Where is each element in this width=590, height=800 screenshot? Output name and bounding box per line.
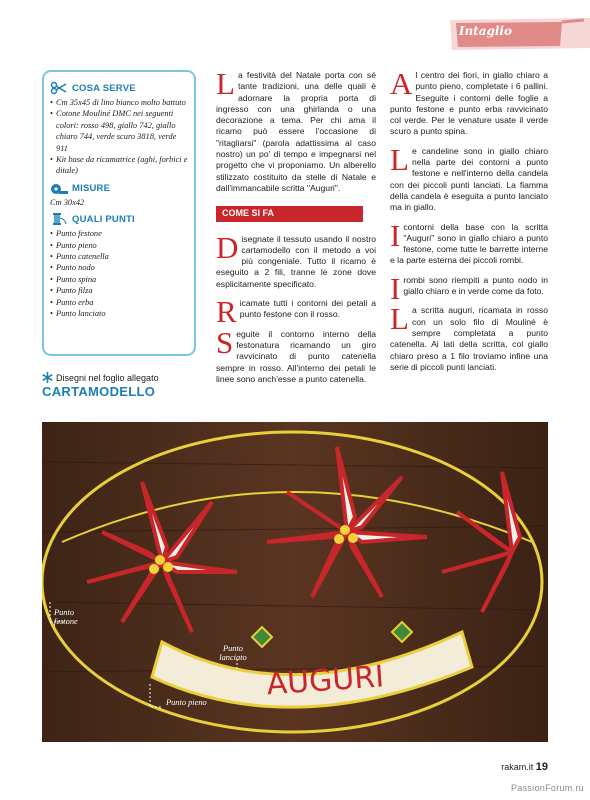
thread-spool-icon <box>50 212 68 226</box>
misure-title: MISURE <box>72 183 111 195</box>
snowflake-icon <box>42 372 53 383</box>
list-item: • Punto pieno <box>50 240 188 251</box>
paragraph <box>216 294 376 330</box>
cartamodello-small-text: Disegni nel foglio allegato <box>56 372 159 383</box>
paragraph-text: a scritta auguri, ricamata in rosso con un solo filo di Mouliné è sempre completata a punto catenella. Ai lati della scritta, col giallo chiaro preso a 1 filo troviamo infine una serie di piccoli punti lanciati. <box>390 305 548 372</box>
list-item: • Punto nodo <box>50 262 188 273</box>
cartamodello-subtitle <box>42 372 202 383</box>
cartamodello-note <box>42 372 202 399</box>
drop-cap: L <box>216 66 235 101</box>
section-tag <box>442 14 590 56</box>
paragraph-text: isegnate il tessuto usando il nostro cartamodello con il metodo a voi più congeniale. Tutto il ricamo è eseguito a 2 fili, tranne le zone dove esplicitamente specificato. <box>216 233 376 289</box>
misure-value: Cm 30x42 <box>50 197 85 207</box>
text-column-2 <box>390 66 548 381</box>
drop-cap: I <box>390 217 401 253</box>
drop-cap: L <box>390 141 409 177</box>
page-number: 19 <box>535 761 548 773</box>
paragraph-text: e candeline sono in giallo chiaro nella parte dei contorni a punto festone e nell'interno della candela con dei piccoli punti lanciati. La fiamma della candela è eseguita a punto lanciato ma in giallo. <box>390 145 548 213</box>
callout-punto-pieno: Punto pieno <box>166 698 207 707</box>
misure-heading <box>50 182 188 196</box>
poinsettia-embroidery-illustration <box>42 422 548 742</box>
paragraph <box>390 301 548 373</box>
drop-cap: S <box>216 324 234 360</box>
list-item: • Kit base da ricamatrice (aghi, forbici e ditale) <box>50 154 188 177</box>
section-tag-label: Intaglio <box>458 24 512 38</box>
watermark: PassionForum.ru <box>510 783 584 793</box>
paragraph-text: icamate tutti i contorni dei petali a punto festone con il rosso. <box>239 298 376 320</box>
stitches-list <box>50 228 188 319</box>
cartamodello-title: CARTAMODELLO <box>42 384 156 399</box>
list-item: • Cm 35x45 di lino bianco molto battuto <box>50 97 188 108</box>
tape-measure-icon <box>50 182 68 196</box>
drop-cap: R <box>216 294 237 330</box>
materials-box <box>42 70 196 356</box>
paragraph <box>390 141 548 214</box>
come-si-fa-heading: COME SI FA <box>216 206 363 221</box>
intro-paragraph <box>216 66 376 194</box>
text-column-1 <box>216 66 376 393</box>
paragraph-text: l centro dei fiori, in giallo chiaro a punto pieno, completate i 6 pallini. Eseguite i contorni delle foglie a punto festone e punto erba ravvicinato col verde. Per le venature usate il verde scuro a punto spina. <box>390 70 548 137</box>
paragraph <box>216 324 376 385</box>
list-item: • Punto erba <box>50 297 188 308</box>
auguri-embroidered-text: AUGURI <box>265 659 386 703</box>
callout-punto-festone: Punto festone <box>54 608 78 626</box>
paragraph-text: contorni della base con la scritta "Auguri" sono in giallo chiaro a punto festone, come tutte le barrette interne e la parte esterna dei piccoli rombi. <box>390 221 548 266</box>
cosa-serve-list <box>50 97 188 177</box>
embroidery-photo <box>42 422 548 742</box>
paragraph <box>390 66 548 138</box>
list-item: • Punto lanciato <box>50 308 188 319</box>
paragraph-text: a festività del Natale porta con sé tante tradizioni, una delle quali è adornare la propria porta di ingresso con una ghirlanda o una decorazione a tema. Per chi ama il ricamo può essere l'occasione di "ritagliarsi" (parola adattissima al caso nostro) un po' di tempo e impegnarsi nel progetto che vi proponiamo. Un alberello stilizzato costituito da stelle di Natale e dall'immancabile scritta "Auguri". <box>216 70 376 193</box>
drop-cap: A <box>390 66 413 101</box>
list-item: • Punto filza <box>50 285 188 296</box>
site-name: rakam.it <box>501 762 534 772</box>
list-item: • Cotone Mouliné DMC nei seguenti colori: rosso 498, giallo 742, giallo chiaro 744, verde scuro 3818, verde 911 <box>50 108 188 154</box>
callout-punto-lanciato: Punto lanciato <box>219 644 247 662</box>
cosa-serve-title: COSA SERVE <box>72 82 136 94</box>
list-item: • Punto spina <box>50 274 188 285</box>
page-footer <box>501 761 548 773</box>
quali-punti-heading <box>50 212 188 226</box>
list-item: • Punto catenella <box>50 251 188 262</box>
paragraph-text: rombi sono riempiti a punto nodo in giallo chiaro e in verde come da foto. <box>403 274 548 297</box>
list-item: • Punto festone <box>50 228 188 239</box>
scissors-icon <box>50 81 68 95</box>
drop-cap: L <box>390 301 409 337</box>
cosa-serve-heading <box>50 81 188 95</box>
drop-cap: I <box>390 270 401 306</box>
drop-cap: D <box>216 229 239 265</box>
paragraph <box>216 229 376 290</box>
quali-punti-title: QUALI PUNTI <box>72 213 135 225</box>
paragraph-text: eguite il contorno interno della festonatura ricamando un giro ravvicinato di punto catenella sempre in rosso. All'interno dei petali le linee sono anch'esse a punto catenella. <box>216 328 376 384</box>
paragraph <box>390 270 548 306</box>
paragraph <box>390 217 548 267</box>
